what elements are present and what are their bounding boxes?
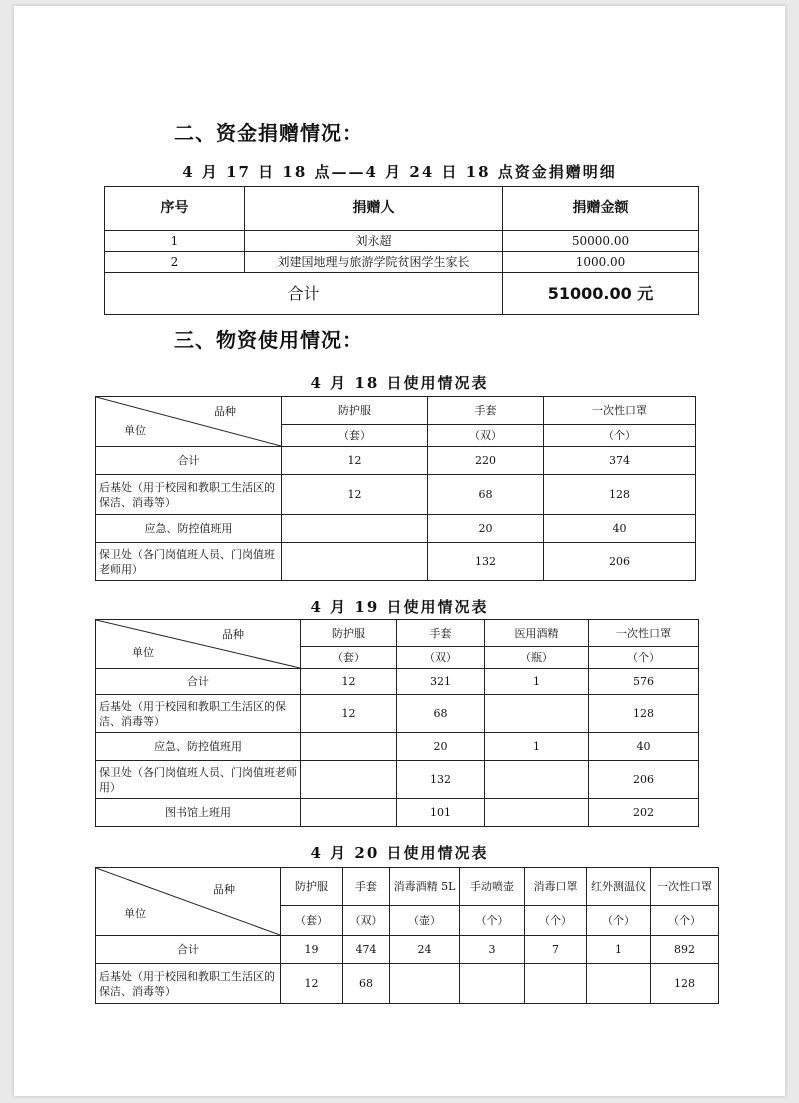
- cell-value: [282, 543, 428, 581]
- total-amount: 51000.00 元: [503, 273, 699, 315]
- cell-value: 101: [397, 799, 485, 827]
- item-header: 消毒酒精 5L: [390, 868, 460, 906]
- item-header: 防护服: [282, 397, 428, 425]
- table-row: [105, 252, 699, 273]
- cell-value: 202: [589, 799, 699, 827]
- cell-no: 1: [105, 231, 245, 252]
- col-header-amount: 捐赠金额: [503, 187, 699, 231]
- cell-value: [460, 964, 525, 1004]
- cell-value: 132: [397, 761, 485, 799]
- section2-title: 二、资金捐赠情况：: [174, 121, 363, 145]
- cell-value: 576: [589, 669, 699, 695]
- table-row: [105, 231, 699, 252]
- item-header: 手动喷壶: [460, 868, 525, 906]
- t20-caption: 4 月 20 日使用情况表: [310, 844, 489, 862]
- table-row: [96, 964, 719, 1004]
- item-header: 一次性口罩: [651, 868, 719, 906]
- donation-table: [104, 186, 699, 315]
- t19-caption: 4 月 19 日使用情况表: [310, 598, 489, 616]
- row-label: 合计: [96, 447, 282, 475]
- diagonal-line: [96, 397, 281, 446]
- cell-value: 7: [525, 936, 587, 964]
- cell-value: 128: [589, 695, 699, 733]
- cell-donor: 刘永超: [245, 231, 503, 252]
- unit-header: （个）: [589, 647, 699, 669]
- cell-amount: 1000.00: [503, 252, 699, 273]
- unit-header: （瓶）: [485, 647, 589, 669]
- col-header-donor: 捐赠人: [245, 187, 503, 231]
- diagonal-line: [96, 620, 300, 668]
- row-label: 后基处（用于校园和教职工生活区的保洁、消毒等）: [96, 695, 301, 733]
- cell-value: 24: [390, 936, 460, 964]
- cell-value: [485, 761, 589, 799]
- table-row: [96, 669, 699, 695]
- cell-value: 68: [397, 695, 485, 733]
- row-label: 图书馆上班用: [96, 799, 301, 827]
- unit-header: （套）: [301, 647, 397, 669]
- cell-value: 206: [589, 761, 699, 799]
- item-header: 防护服: [281, 868, 343, 906]
- diagonal-header-cell: [96, 868, 281, 936]
- cell-value: [525, 964, 587, 1004]
- unit-header: （个）: [525, 906, 587, 936]
- diagonal-line: [96, 868, 280, 935]
- table-row: [96, 936, 719, 964]
- table-row: [96, 543, 696, 581]
- unit-header: （双）: [397, 647, 485, 669]
- table-row: [96, 475, 696, 515]
- item-header: 一次性口罩: [544, 397, 696, 425]
- unit-header: （壶）: [390, 906, 460, 936]
- cell-value: 20: [397, 733, 485, 761]
- cell-value: 474: [343, 936, 390, 964]
- cell-value: 374: [544, 447, 696, 475]
- document-page: [14, 6, 785, 1096]
- cell-value: 1: [485, 669, 589, 695]
- items-row: [96, 620, 699, 647]
- kind-label: 品种: [222, 628, 244, 641]
- col-header-no: 序号: [105, 187, 245, 231]
- total-row: [105, 273, 699, 315]
- cell-donor: 刘建国地理与旅游学院贫困学生家长: [245, 252, 503, 273]
- row-label: 合计: [96, 669, 301, 695]
- cell-value: 12: [281, 964, 343, 1004]
- donation-caption: 4 月 17 日 18 点——4 月 24 日 18 点资金捐赠明细: [182, 163, 617, 181]
- cell-value: 206: [544, 543, 696, 581]
- cell-value: 128: [651, 964, 719, 1004]
- item-header: 红外测温仪: [587, 868, 651, 906]
- cell-value: [485, 799, 589, 827]
- cell-value: 3: [460, 936, 525, 964]
- cell-value: 892: [651, 936, 719, 964]
- unit-header: （个）: [651, 906, 719, 936]
- items-row: [96, 397, 696, 425]
- cell-value: 68: [428, 475, 544, 515]
- cell-value: 40: [544, 515, 696, 543]
- cell-no: 2: [105, 252, 245, 273]
- cell-value: [301, 761, 397, 799]
- cell-value: [587, 964, 651, 1004]
- table-row: [96, 515, 696, 543]
- unit-header: （个）: [460, 906, 525, 936]
- cell-value: 1: [587, 936, 651, 964]
- kind-label: 品种: [214, 405, 236, 418]
- cell-value: 40: [589, 733, 699, 761]
- cell-value: 1: [485, 733, 589, 761]
- item-header: 手套: [397, 620, 485, 647]
- table-row: [96, 447, 696, 475]
- row-label: 后基处（用于校园和教职工生活区的保洁、消毒等）: [96, 964, 281, 1004]
- cell-value: 132: [428, 543, 544, 581]
- item-header: 一次性口罩: [589, 620, 699, 647]
- t20-table: [95, 867, 719, 1004]
- row-label: 保卫处（各门岗值班人员、门岗值班老师用）: [96, 761, 301, 799]
- t18-table: [95, 396, 696, 581]
- diagonal-header-cell: [96, 397, 282, 447]
- kind-label: 品种: [213, 883, 235, 896]
- section3-title: 三、物资使用情况：: [174, 328, 363, 352]
- unit-header: （个）: [587, 906, 651, 936]
- table-header-row: [105, 187, 699, 231]
- unit-header: （双）: [428, 425, 544, 447]
- unit-header: （个）: [544, 425, 696, 447]
- row-label: 后基处（用于校园和教职工生活区的保洁、消毒等）: [96, 475, 282, 515]
- item-header: 医用酒精: [485, 620, 589, 647]
- table-row: [96, 799, 699, 827]
- cell-value: [390, 964, 460, 1004]
- row-label: 合计: [96, 936, 281, 964]
- total-label: 合计: [105, 273, 503, 315]
- unit-header: （双）: [343, 906, 390, 936]
- unit-label: 单位: [132, 646, 154, 659]
- cell-value: 20: [428, 515, 544, 543]
- diagonal-header-cell: [96, 620, 301, 669]
- table-row: [96, 733, 699, 761]
- table-row: [96, 761, 699, 799]
- cell-value: 12: [301, 669, 397, 695]
- row-label: 应急、防控值班用: [96, 733, 301, 761]
- cell-value: [301, 799, 397, 827]
- item-header: 防护服: [301, 620, 397, 647]
- unit-header: （套）: [281, 906, 343, 936]
- cell-value: [485, 695, 589, 733]
- item-header: 手套: [343, 868, 390, 906]
- cell-value: 12: [282, 475, 428, 515]
- t18-caption: 4 月 18 日使用情况表: [310, 374, 489, 392]
- cell-amount: 50000.00: [503, 231, 699, 252]
- cell-value: 220: [428, 447, 544, 475]
- cell-value: 12: [301, 695, 397, 733]
- unit-header: （套）: [282, 425, 428, 447]
- cell-value: 12: [282, 447, 428, 475]
- table-row: [96, 695, 699, 733]
- item-header: 手套: [428, 397, 544, 425]
- t19-table: [95, 619, 699, 827]
- row-label: 应急、防控值班用: [96, 515, 282, 543]
- item-header: 消毒口罩: [525, 868, 587, 906]
- unit-label: 单位: [124, 907, 146, 920]
- cell-value: [301, 733, 397, 761]
- cell-value: 68: [343, 964, 390, 1004]
- cell-value: 128: [544, 475, 696, 515]
- row-label: 保卫处（各门岗值班人员、门岗值班老师用）: [96, 543, 282, 581]
- unit-label: 单位: [124, 424, 146, 437]
- cell-value: 19: [281, 936, 343, 964]
- cell-value: [282, 515, 428, 543]
- cell-value: 321: [397, 669, 485, 695]
- items-row: [96, 868, 719, 906]
